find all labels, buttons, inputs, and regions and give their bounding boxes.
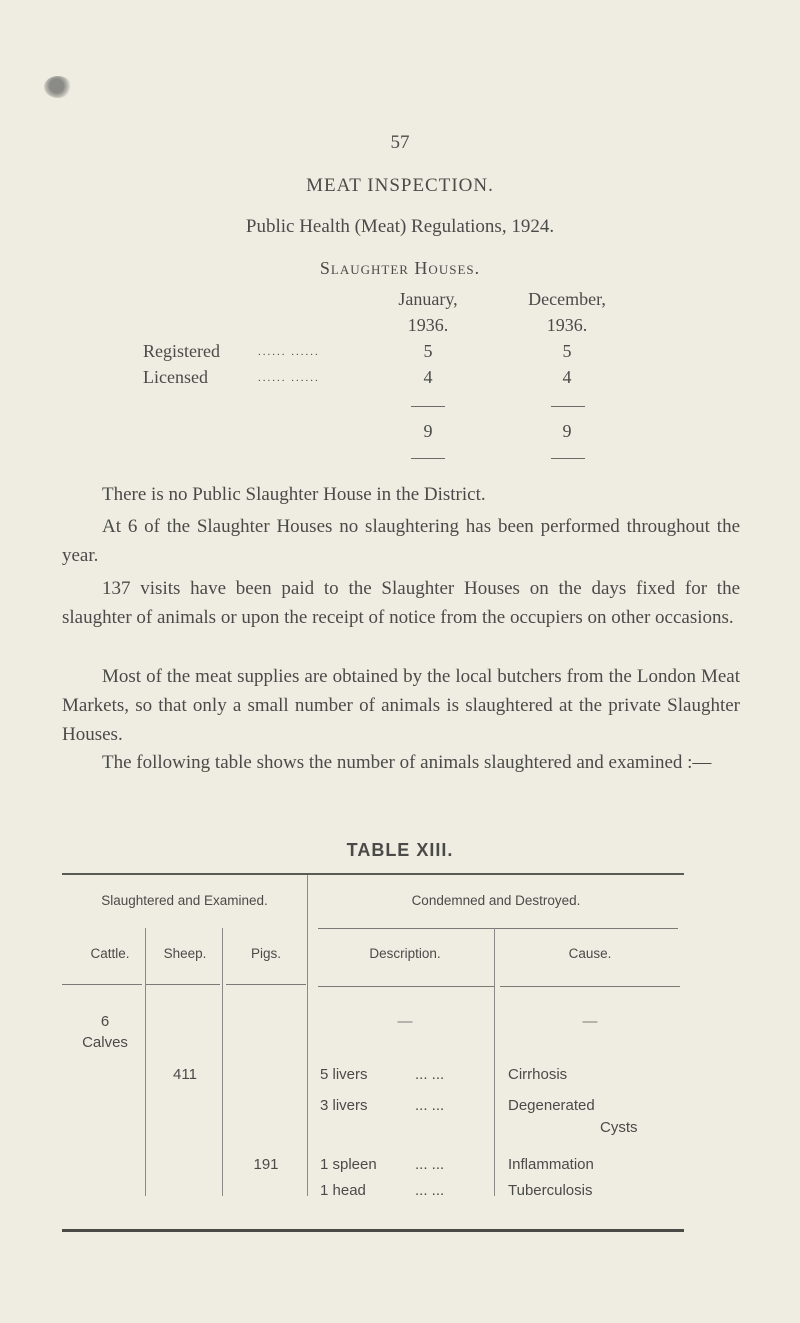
entry-cause: Cirrhosis [508,1066,568,1083]
col-header-cattle: Cattle. [90,946,130,961]
header-rule [500,986,680,987]
header-rule [226,984,306,985]
sum-rule [411,406,445,407]
column-divider [494,928,495,1196]
column-divider [222,928,223,1196]
row-label-registered: Registered [143,341,220,361]
entry-cause: Degenerated [508,1097,595,1114]
page-number: 57 [390,132,410,153]
table-bottom-rule [62,1229,684,1232]
entry-description: 3 livers [320,1097,368,1114]
licensed-december-value: 4 [562,367,572,387]
pigs-count: 191 [253,1156,279,1173]
column-divider [145,928,146,1196]
header-rule [62,984,142,985]
slaughter-houses-heading: Slaughter Houses. [319,258,481,278]
group-header-condemned: Condemned and Destroyed. [411,893,581,908]
paragraph: Most of the meat supplies are obtained by the local butchers from the London Meat Markets, so that only a small number of animals is slaughtered at the private Slaughter Houses. [62,666,740,745]
col-header-december: December, [528,289,606,309]
page-subtitle: Public Health (Meat) Regulations, 1924. [245,216,555,237]
cattle-kind: Calves [82,1034,128,1051]
paragraph: There is no Public Slaughter House in the District. [102,484,486,505]
row-label-licensed: Licensed [143,367,208,387]
entry-description: 1 head [320,1182,366,1199]
total-january-value: 9 [423,421,433,441]
table-top-rule [62,873,684,875]
total-rule [551,458,585,459]
page-title: MEAT INSPECTION. [306,175,494,196]
sheep-count: 411 [173,1066,197,1083]
entry-description: 5 livers [320,1066,368,1083]
calves-description: — [397,1013,413,1030]
column-divider [307,875,308,1196]
registered-january-value: 5 [423,341,433,361]
leader-dots: ... ... [415,1066,445,1083]
header-rule [146,984,220,985]
calves-cause: — [582,1013,598,1030]
col-header-january: January, [398,289,458,309]
group-header-rule [318,928,678,929]
leader-dots: ... ... [415,1097,445,1114]
entry-description: 1 spleen [320,1156,377,1173]
leader-dots: ... ... [415,1182,445,1199]
ink-blot-mark [44,76,72,98]
entry-cause-continuation: Cysts [600,1119,638,1136]
entry-cause: Tuberculosis [508,1182,593,1199]
header-rule [318,986,494,987]
col-header-pigs: Pigs. [250,946,281,961]
group-header-slaughtered: Slaughtered and Examined. [101,893,268,908]
paragraph: The following table shows the number of animals slaughtered and examined :— [102,752,712,773]
registered-december-value: 5 [562,341,572,361]
leader-dots: ...... ...... [258,372,320,384]
col-header-description: Description. [369,946,441,961]
col-header-sheep: Sheep. [163,946,207,961]
sum-rule [551,406,585,407]
paragraph: 137 visits have been paid to the Slaughter Houses on the days fixed for the slaughter of animals or upon the receipt of notice from the occupiers on other occasions. [62,578,740,628]
entry-cause: Inflammation [508,1156,594,1173]
paragraph: At 6 of the Slaughter Houses no slaughtering has been performed throughout the year. [62,516,740,566]
col-header-january-year: 1936. [407,315,449,335]
total-december-value: 9 [562,421,572,441]
col-header-cause: Cause. [568,946,612,961]
cattle-count: 6 [100,1013,110,1030]
leader-dots: ... ... [415,1156,445,1173]
col-header-december-year: 1936. [546,315,588,335]
licensed-january-value: 4 [423,367,433,387]
total-rule [411,458,445,459]
leader-dots: ...... ...... [258,346,320,358]
table-title: TABLE XIII. [346,840,454,860]
